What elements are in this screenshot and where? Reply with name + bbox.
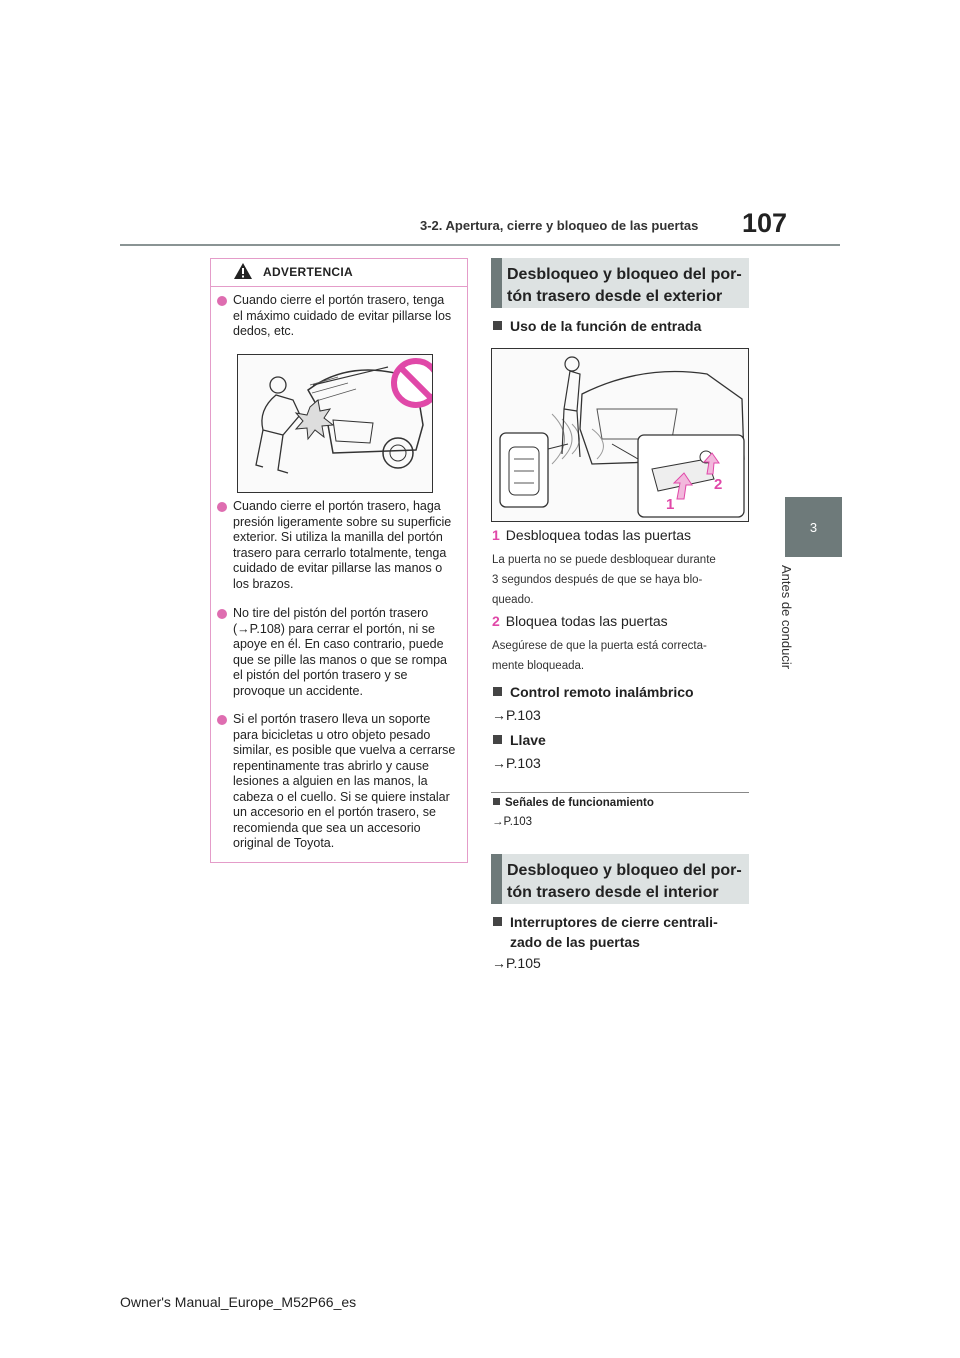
bullet-dot-icon (217, 296, 227, 306)
chapter-title-text: Antes de conducir (779, 565, 794, 670)
step-1: 1 Desbloquea todas las puertas (492, 527, 692, 543)
divider (491, 792, 749, 793)
subheading-remote: Control remoto inalámbrico (493, 684, 694, 700)
square-bullet-icon (493, 917, 502, 926)
subheading-key: Llave (493, 732, 546, 748)
square-bullet-icon (493, 687, 502, 696)
fig-label-1: 1 (666, 496, 675, 513)
warning-illustration (237, 354, 433, 493)
chapter-tab[interactable]: 3 (785, 497, 842, 557)
warning-bullet: Cuando cierre el portón trasero, haga presión ligeramente sobre su superficie exterior. Si utiliza la manilla del portón trasero para cerrarlo totalmente, tenga cuidado de evitar pillarse las manos o los brazos. (217, 499, 457, 592)
footer-text: Owner's Manual_Europe_M52P66_es (120, 1294, 357, 1310)
bullet-dot-icon (217, 609, 227, 619)
chapter-title (778, 565, 798, 685)
tailgate-pinch-illustration (238, 355, 432, 492)
subheading-entry-function: Uso de la función de entrada (493, 318, 701, 334)
page-reference-link[interactable]: →P.103 (492, 755, 541, 771)
entry-function-illustration (491, 348, 749, 522)
page-reference-link[interactable]: →P.105 (492, 955, 541, 971)
subheading-signals: Señales de funcionamiento (493, 797, 654, 809)
warning-triangle-icon (233, 262, 253, 280)
running-header-section: 3-2. Apertura, cierre y bloqueo de las puertas (420, 218, 699, 233)
warning-title: ADVERTENCIA (263, 265, 353, 279)
warning-bullet: No tire del pistón del portón trasero (→P.108) para cerrar el portón, ni se apoye en él. En caso contrario, puede que se pille las manos o que se rompa el pistón del portón trasero y se provoque un accidente. (217, 606, 457, 699)
warning-box (210, 258, 468, 863)
step-2-note: Asegúrese de que la puerta está correcta- mente bloqueada. (492, 640, 707, 672)
warning-bullet: Si el portón trasero lleva un soporte para bicicletas u otro objeto pesado similar, es posible que vuelva a cerrarse repentinamente tras abrirlo y cause lesiones a alguien en las manos, la cabeza o el cuello. Si se quiere instalar un accesorio en el portón trasero, se recomienda que sea un accesorio original de Toyota. (217, 712, 457, 852)
square-bullet-icon (493, 735, 502, 744)
section-heading-text: Desbloqueo y bloqueo del por- tón trasero desde el exterior (507, 266, 742, 305)
fig-label-2: 2 (714, 476, 723, 493)
square-bullet-icon (493, 321, 502, 330)
heading-bar (491, 258, 502, 308)
step-2: 2 Bloquea todas las puertas (492, 613, 668, 629)
heading-bar (491, 854, 502, 904)
section-heading-text: Desbloqueo y bloqueo del por- tón trasero desde el interior (507, 862, 742, 901)
subheading-central-lock: Interruptores de cierre centrali- zado de las puertas (493, 912, 718, 952)
warning-header (211, 259, 467, 285)
tailgate-sensor-illustration (492, 349, 748, 521)
section-heading-interior (491, 854, 749, 904)
step-1-note: La puerta no se puede desbloquear durante 3 segundos después de que se haya blo- queado. (492, 554, 716, 606)
page-number: 107 (742, 208, 788, 238)
warning-divider (211, 286, 467, 287)
header-rule (120, 244, 840, 246)
bullet-dot-icon (217, 502, 227, 512)
square-bullet-icon (493, 798, 500, 805)
page-reference-link[interactable]: →P.103 (492, 707, 541, 723)
warning-bullet: Cuando cierre el portón trasero, tenga el máximo cuidado de evitar pillarse los dedos, etc. (217, 293, 457, 340)
section-heading-exterior (491, 258, 749, 308)
page-reference-link[interactable]: →P.103 (492, 816, 533, 828)
bullet-dot-icon (217, 715, 227, 725)
